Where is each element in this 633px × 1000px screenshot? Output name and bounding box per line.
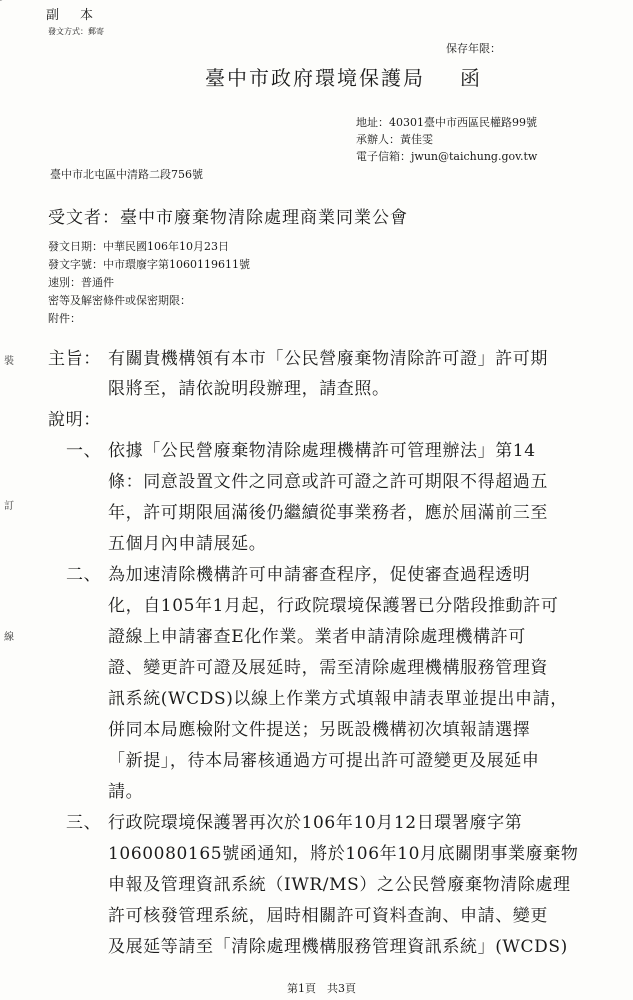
- item-number: 二、: [66, 565, 102, 585]
- item-line: 條：同意設置文件之同意或許可證之許可期限不得超過五: [108, 472, 548, 492]
- retention-period: 保存年限：: [446, 42, 501, 55]
- item-line: 為加速清除機構許可申請審查程序，促使審查過程透明: [108, 565, 531, 585]
- agency-address: 地址：40301臺中市西區民權路99號: [356, 116, 537, 129]
- binding-mark: 線: [4, 632, 14, 643]
- item-line: 證、變更許可證及展延時，需至清除處理機構服務管理資: [108, 658, 548, 678]
- item-line: 1060080165號函通知，將於106年10月底關閉事業廢棄物: [108, 844, 579, 864]
- item-line: 申報及管理資訊系統（IWR/MS）之公民營廢棄物清除處理: [108, 875, 571, 895]
- handler-email: 電子信箱：jwun@taichung.gov.tw: [356, 150, 538, 163]
- document-number: 發文字號：中市環廢字第1060119611號: [48, 258, 250, 271]
- item-line: 化，自105年1月起，行政院環境保護署已分階段推動許可: [108, 596, 559, 616]
- send-method: 發文方式：郵寄: [48, 27, 104, 36]
- binding-mark: 裝: [4, 356, 14, 367]
- item-line: 訊系統(WCDS)以線上作業方式填報申請表單並提出申請，: [108, 689, 568, 709]
- item-line: 年，許可期限屆滿後仍繼續從事業務者，應於屆滿前三至: [108, 503, 548, 523]
- speed-class: 速別：普通件: [48, 276, 114, 289]
- item-line: 證線上申請審查E化作業。業者申請清除處理機構許可: [108, 627, 526, 647]
- copy-mark: 副 本: [46, 8, 98, 23]
- recipient: 受文者：臺中市廢棄物清除處理商業同業公會: [48, 208, 408, 228]
- item-line: 許可核發管理系統，屆時相關許可資料查詢、申請、變更: [108, 906, 548, 926]
- agency-title: 臺中市政府環境保護局: [205, 66, 425, 90]
- item-line: 五個月內申請展延。: [108, 534, 267, 554]
- document-type: 函: [460, 66, 480, 90]
- item-line: 「新提」，待本局審核通過方可提出許可證變更及展延申: [108, 751, 540, 771]
- subject-line-2: 限將至，請依說明段辦理，請查照。: [108, 379, 390, 399]
- recipient-address: 臺中市北屯區中清路二段756號: [50, 168, 203, 181]
- item-number: 三、: [66, 813, 102, 833]
- handler-name: 承辦人：黃佳雯: [356, 133, 433, 146]
- page-footer: 第1頁 共3頁: [287, 982, 356, 995]
- secrecy-level: 密等及解密條件或保密期限：: [48, 294, 191, 307]
- item-line: 及展延等請至「清除處理機構服務管理資訊系統」(WCDS): [108, 937, 568, 957]
- item-line: 併同本局應檢附文件提送；另既設機構初次填報請選擇: [108, 720, 531, 740]
- item-number: 一、: [66, 441, 102, 461]
- explanation-label: 說明：: [48, 410, 101, 430]
- page-fold-mark: [0, 0, 38, 23]
- subject-line-1: 有關貴機構領有本市「公民營廢棄物清除許可證」許可期: [108, 349, 548, 369]
- issue-date: 發文日期：中華民國106年10月23日: [48, 240, 229, 253]
- binding-mark: 訂: [4, 501, 14, 512]
- item-line: 請。: [108, 782, 144, 802]
- subject-label: 主旨：: [48, 349, 101, 369]
- item-line: 行政院環境保護署再次於106年10月12日環署廢字第: [108, 813, 523, 833]
- item-line: 依據「公民營廢棄物清除處理機構許可管理辦法」第14: [108, 441, 536, 461]
- attachments: 附件：: [48, 312, 81, 325]
